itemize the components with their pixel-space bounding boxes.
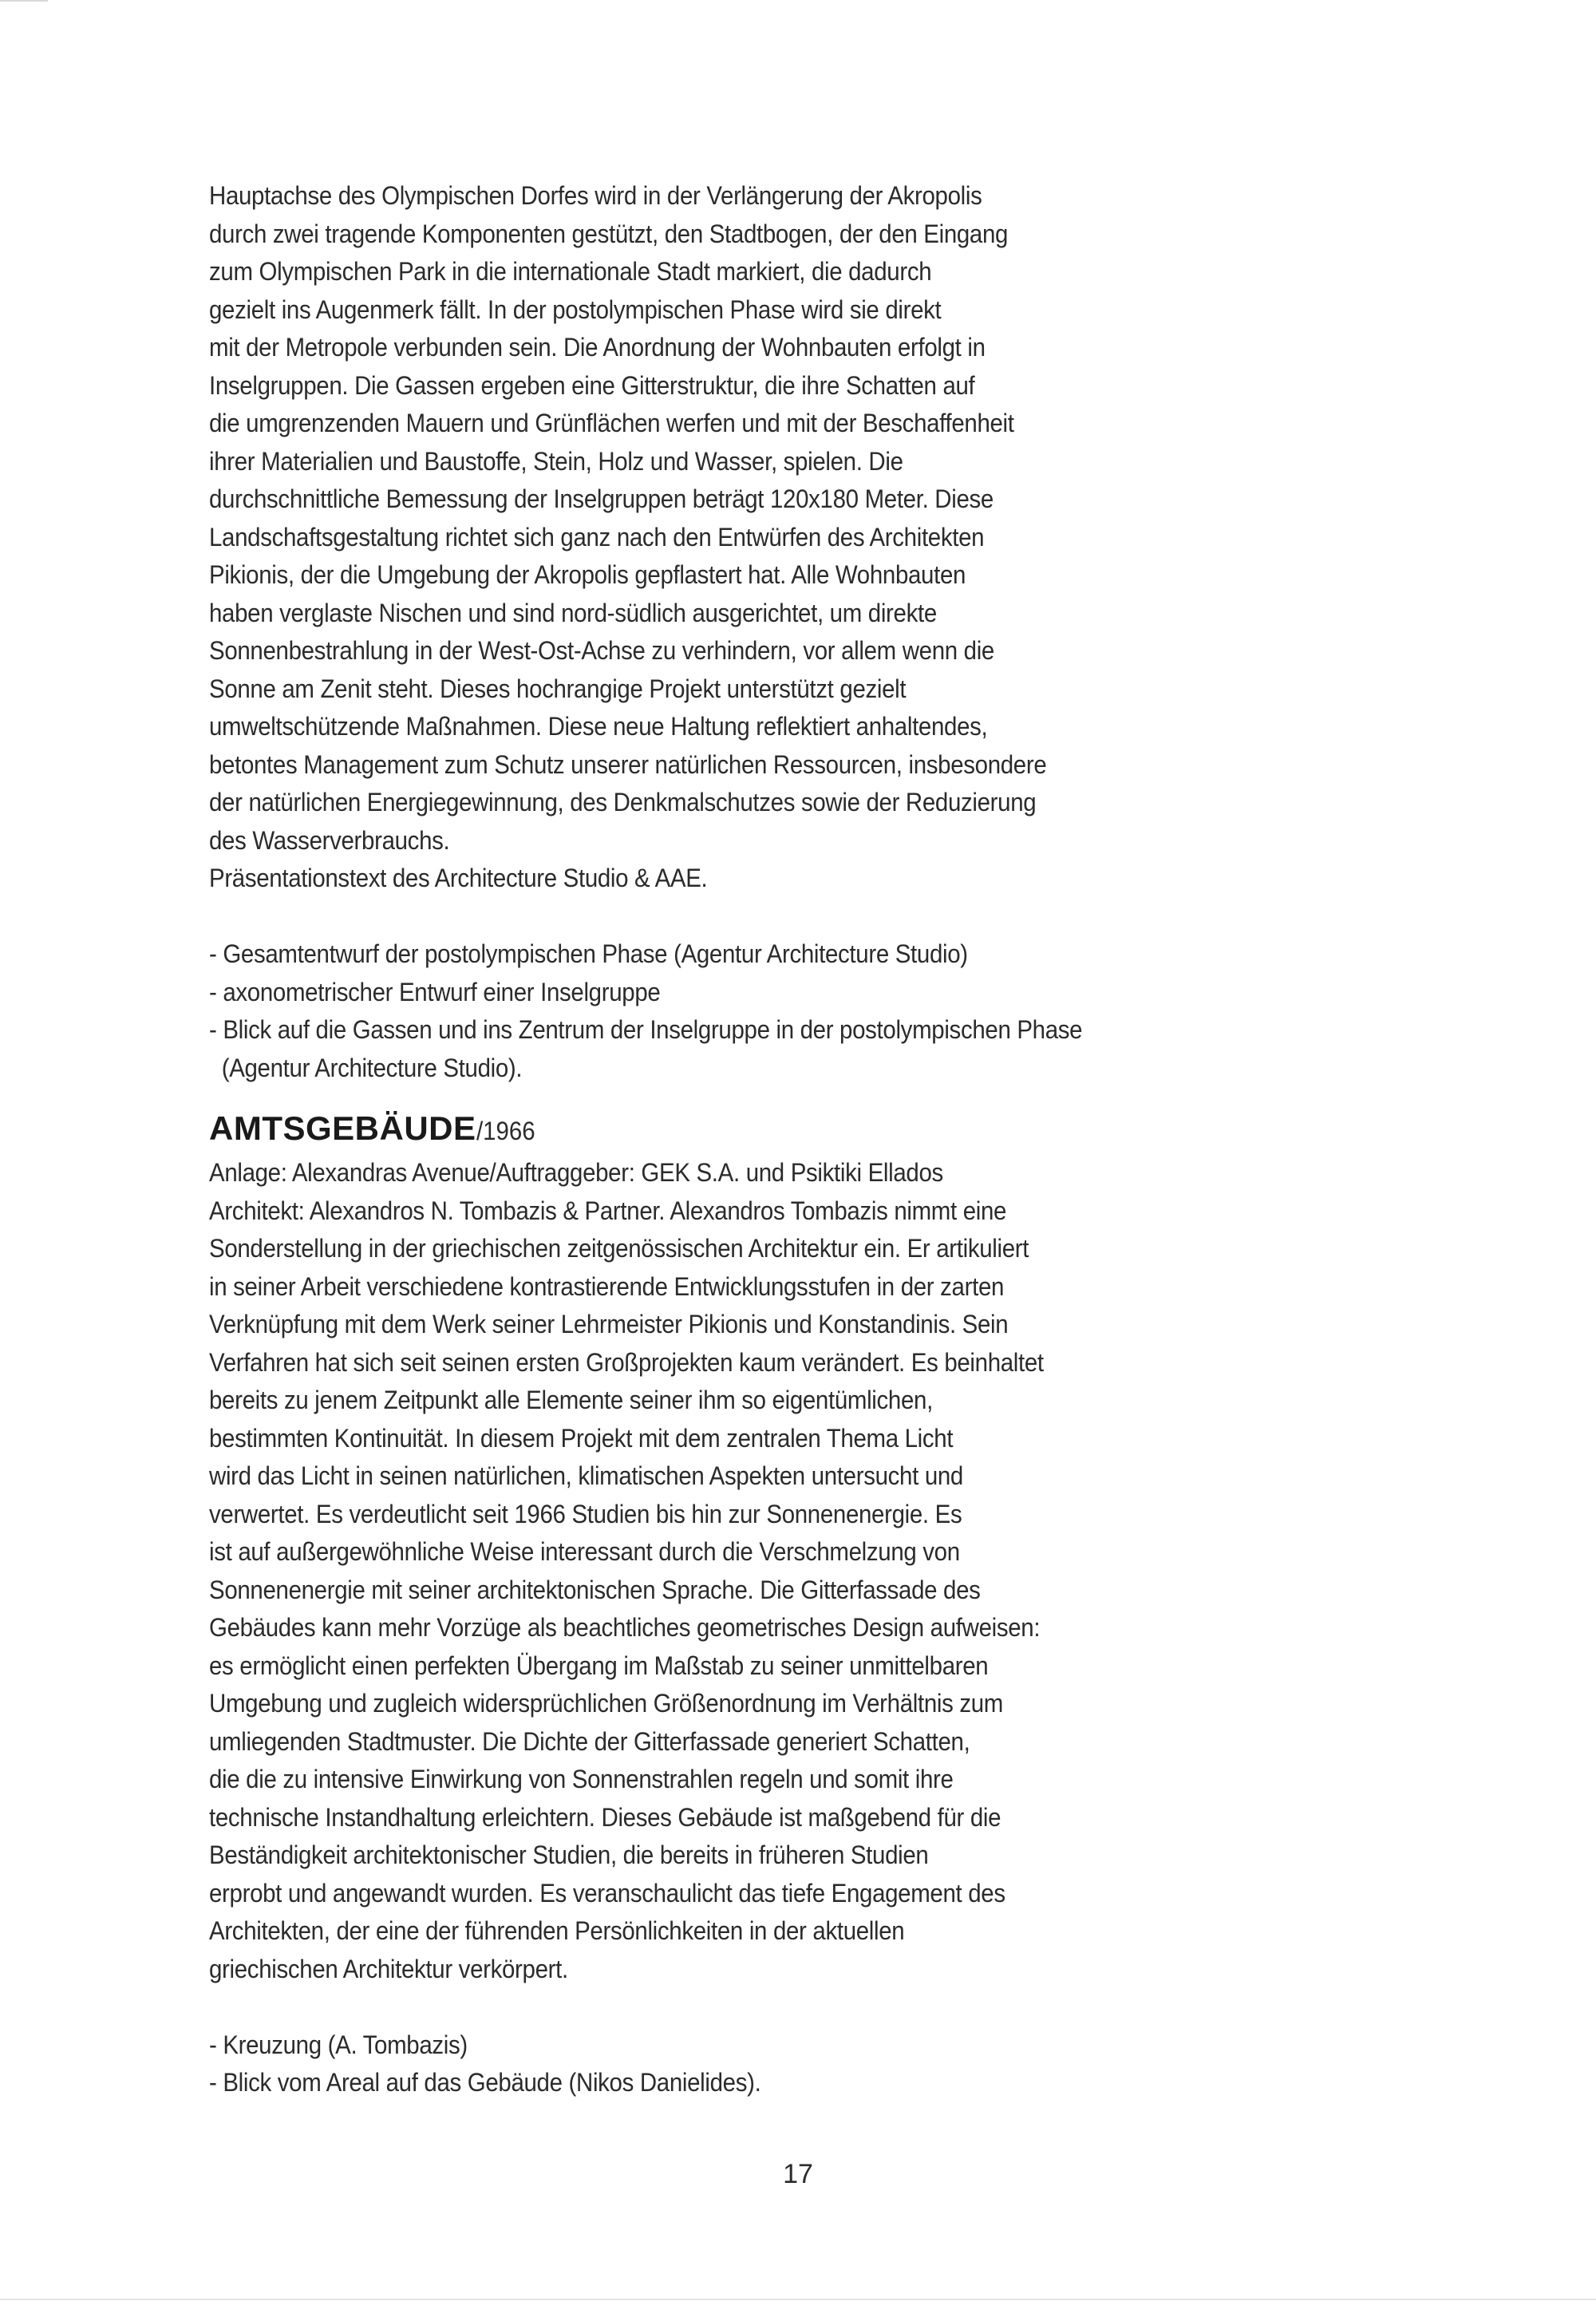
page-body: [209, 177, 1326, 2102]
body-line: Landschaftsgestaltung richtet sich ganz nach den Entwürfen des Architekten: [209, 522, 985, 552]
body-line: Sonderstellung in der griechischen zeitgenössischen Architektur ein. Er artikuliert: [209, 1234, 1029, 1263]
caption-item: - Kreuzung (A. Tombazis): [209, 2030, 468, 2059]
body-line: in seiner Arbeit verschiedene kontrastierende Entwicklungsstufen in der zarten: [209, 1271, 1005, 1301]
body-line: des Wasserverbrauchs.: [209, 825, 450, 855]
caption-item: - Blick auf die Gassen und ins Zentrum der Inselgruppe in der postolympischen Phase: [209, 1015, 1083, 1044]
body-line: zum Olympischen Park in die internationale Stadt markiert, die dadurch: [209, 257, 932, 286]
body-line: betontes Management zum Schutz unserer natürlichen Ressourcen, insbesondere: [209, 749, 1047, 779]
body-line: wird das Licht in seinen natürlichen, klimatischen Aspekten untersucht und: [209, 1461, 963, 1490]
body-line: bestimmten Kontinuität. In diesem Projekt mit dem zentralen Thema Licht: [209, 1423, 954, 1453]
body-line: durchschnittliche Bemessung der Inselgruppen beträgt 120x180 Meter. Diese: [209, 484, 994, 513]
body-line: durch zwei tragende Komponenten gestützt, den Stadtbogen, der den Eingang: [209, 219, 1009, 248]
scan-edge-bottom: [0, 2299, 1596, 2300]
body-line: Architekt: Alexandros N. Tombazis & Partner. Alexandros Tombazis nimmt eine: [209, 1196, 1007, 1225]
body-line: Beständigkeit architektonischer Studien, die bereits in früheren Studien: [209, 1840, 929, 1869]
scan-edge-top: [0, 0, 48, 2]
section2-body: [209, 1154, 1326, 1988]
body-line: umweltschützende Maßnahmen. Diese neue Haltung reflektiert anhaltendes,: [209, 712, 988, 741]
body-line: Sonnenbestrahlung in der West-Ost-Achse zu verhindern, vor allem wenn die: [209, 636, 994, 665]
body-line: verwertet. Es verdeutlicht seit 1966 Studien bis hin zur Sonnenenergie. Es: [209, 1499, 962, 1528]
body-line: die umgrenzenden Mauern und Grünflächen werfen und mit der Beschaffenheit: [209, 409, 1014, 437]
body-line: es ermöglicht einen perfekten Übergang im Maßstab zu seiner unmittelbaren: [209, 1651, 989, 1680]
body-line: Sonne am Zenit steht. Dieses hochrangige Projekt unterstützt gezielt: [209, 674, 907, 703]
body-line: Inselgruppen. Die Gassen ergeben eine Gitterstruktur, die ihre Schatten auf: [209, 370, 975, 400]
spacer: [209, 898, 1326, 936]
body-line: Anlage: Alexandras Avenue/Auftraggeber: GEK S.A. und Psiktiki Ellados: [209, 1158, 943, 1187]
body-line: griechischen Architektur verkörpert.: [209, 1954, 568, 1983]
body-line: erprobt und angewandt wurden. Es veranschaulicht das tiefe Engagement des: [209, 1878, 1005, 1908]
caption-item: (Agentur Architecture Studio).: [209, 1053, 523, 1082]
section1-body: [209, 177, 1326, 898]
body-line: Umgebung und zugleich widersprüchlichen Größenordnung im Verhältnis zum: [209, 1689, 1004, 1718]
body-line: Sonnenenergie mit seiner architektonischen Sprache. Die Gitterfassade des: [209, 1575, 981, 1604]
caption-item: - Gesamtentwurf der postolympischen Phase (Agentur Architecture Studio): [209, 939, 968, 968]
caption-item: - Blick vom Areal auf das Gebäude (Nikos Danielides).: [209, 2068, 761, 2097]
body-line: Hauptachse des Olympischen Dorfes wird in der Verlängerung der Akropolis: [209, 181, 982, 210]
caption-item: - axonometrischer Entwurf einer Inselgruppe: [209, 977, 661, 1006]
body-line: mit der Metropole verbunden sein. Die Anordnung der Wohnbauten erfolgt in: [209, 333, 986, 362]
body-line: der natürlichen Energiegewinnung, des Denkmalschutzes sowie der Reduzierung: [209, 788, 1037, 816]
body-line: gezielt ins Augenmerk fällt. In der postolympischen Phase wird sie direkt: [209, 295, 942, 324]
body-line: die die zu intensive Einwirkung von Sonnenstrahlen regeln und somit ihre: [209, 1765, 954, 1793]
body-line: umliegenden Stadtmuster. Die Dichte der Gitterfassade generiert Schatten,: [209, 1726, 970, 1756]
page-number: 17: [783, 2159, 813, 2189]
heading-year: /1966: [476, 1117, 535, 1145]
body-line: bereits zu jenem Zeitpunkt alle Elemente seiner ihm so eigentümlichen,: [209, 1386, 933, 1414]
body-line: Pikionis, der die Umgebung der Akropolis gepflastert hat. Alle Wohnbauten: [209, 560, 966, 589]
body-line: ihrer Materialien und Baustoffe, Stein, Holz und Wasser, spielen. Die: [209, 446, 903, 476]
body-line: Gebäudes kann mehr Vorzüge als beachtliches geometrisches Design aufweisen:: [209, 1613, 1041, 1642]
section2-captions: [209, 2026, 1326, 2102]
body-line: technische Instandhaltung erleichtern. Dieses Gebäude ist maßgebend für die: [209, 1802, 1001, 1832]
heading-title: AMTSGEBÄUDE: [209, 1109, 476, 1147]
body-line: Verknüpfung mit dem Werk seiner Lehrmeister Pikionis und Konstandinis. Sein: [209, 1310, 1009, 1338]
body-line: haben verglaste Nischen und sind nord-südlich ausgerichtet, um direkte: [209, 598, 937, 627]
source-credit: Präsentationstext des Architecture Studio & AAE.: [209, 864, 708, 892]
body-line: ist auf außergewöhnliche Weise interessant durch die Verschmelzung von: [209, 1537, 960, 1566]
body-line: Architekten, der eine der führenden Persönlichkeiten in der aktuellen: [209, 1916, 905, 1945]
section-heading: [209, 1109, 1326, 1154]
section1-captions: [209, 935, 1326, 1087]
spacer: [209, 1988, 1326, 2026]
body-line: Verfahren hat sich seit seinen ersten Großprojekten kaum verändert. Es beinhaltet: [209, 1347, 1044, 1377]
